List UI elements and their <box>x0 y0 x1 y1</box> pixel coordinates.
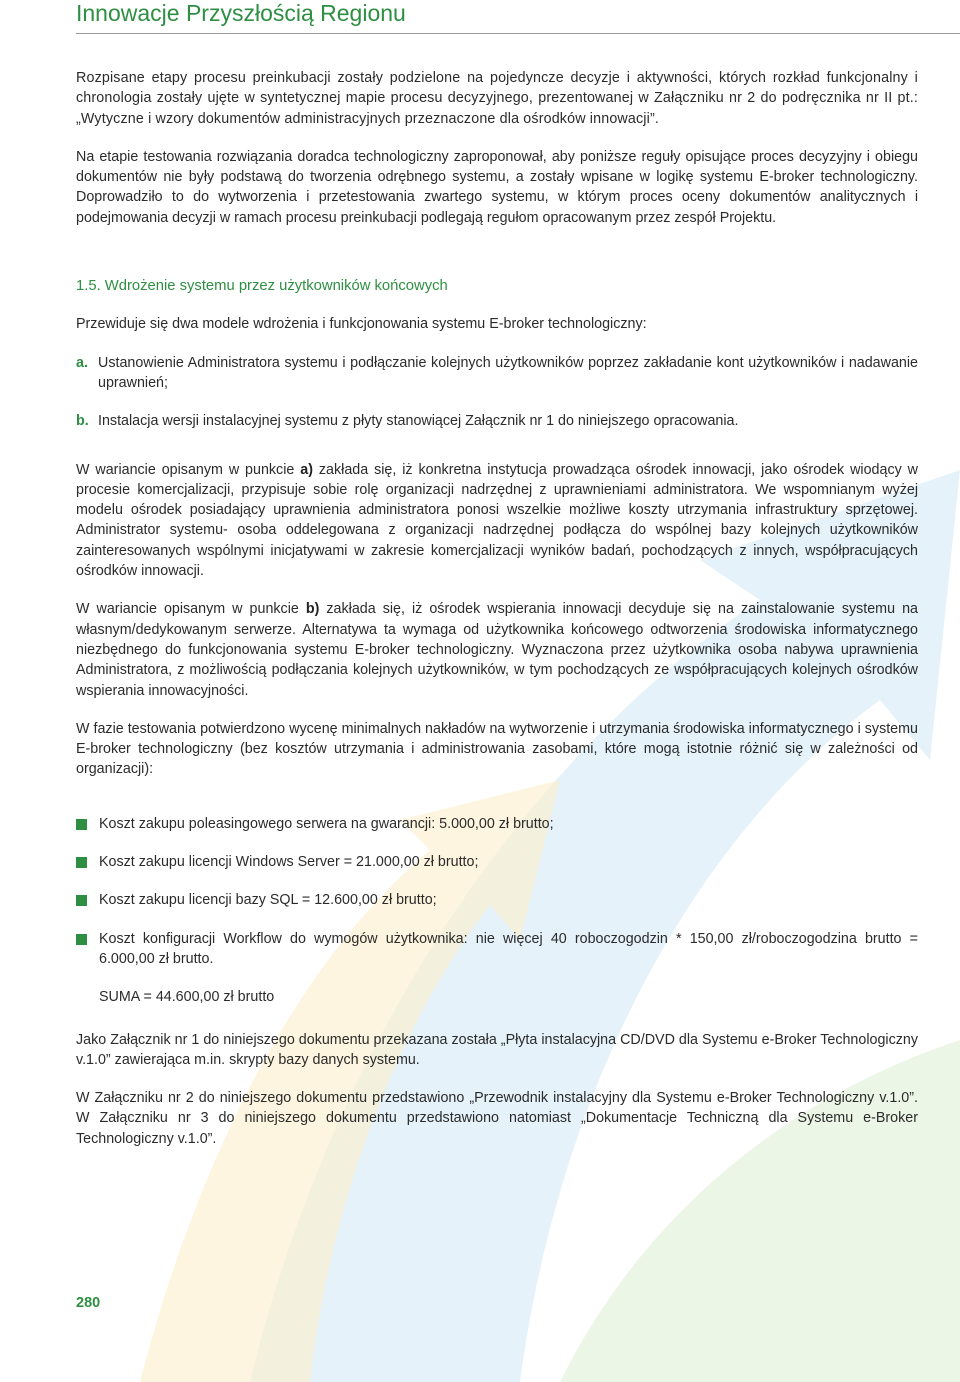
option-a-label: a. <box>76 354 88 371</box>
option-b-text: Instalacja wersji instalacyjnej systemu z płyty stanowiącej Załącznik nr 1 do niniejszego opracowania. <box>98 413 739 430</box>
bullet-square-icon <box>76 934 87 945</box>
section-heading: 1.5. Wdrożenie systemu przez użytkowników końcowych <box>76 278 448 295</box>
sum-value: 44.600,00 zł brutto <box>155 989 275 1006</box>
paragraph-1: Rozpisane etapy procesu preinkubacji zostały podzielone na pojedyncze decyzje i aktywności, których rozkład funkcjonalny i chronologia zostały ujęte w syntetycznej mapie procesu decyzyjnego, prezentowanej w Załączniku nr 2 do podręcznika nr II pt.: „Wytyczne i wzory dokumentów administracyjnych przeznaczone dla ośrodków innowacji”. <box>76 70 918 127</box>
page-number: 280 <box>76 1295 101 1311</box>
cost-item-text: Koszt konfiguracji Workflow do wymogów użytkownika: nie więcej 40 roboczogodzin * 150,00 zł/roboczogodzina brutto = 6.000,00 zł brutto. <box>99 930 918 967</box>
sum-label: SUMA = <box>99 989 156 1006</box>
variant-b-ref: b) <box>305 601 320 618</box>
list-item <box>76 852 918 872</box>
option-a <box>76 353 918 394</box>
paragraph-2: Na etapie testowania rozwiązania doradca technologiczny zaproponował, aby poniższe reguły opisujące proces decyzyjny i obiegu dokumentów nie były podstawą do tworzenia odrębnego systemu, a zostały wpisane w logikę systemu E-broker technologiczny. Doprowadziło to do wytworzenia i przetestowania zwartego systemu, w którym proces oceny dokumentów analitycznych i podejmowania decyzji w ramach procesu preinkubacji podlegają regułom opracowanym przez zespół Projektu. <box>76 148 918 226</box>
bullet-square-icon <box>76 857 87 868</box>
bullet-square-icon <box>76 819 87 830</box>
running-header <box>76 0 960 34</box>
paragraph-costs-intro: W fazie testowania potwierdzono wycenę minimalnych nakładów na wytworzenie i utrzymania środowiska informatycznego i systemu E-broker technologiczny (bez kosztów utrzymania i administrowania zasobami, które mogą istotnie różnić się w zależności od organizacji): <box>76 720 918 778</box>
cost-list <box>76 814 918 969</box>
paragraph-variant-b <box>76 599 918 700</box>
list-item <box>76 890 918 910</box>
variant-a-lead: W wariancie opisanym w punkcie <box>76 461 301 478</box>
bullet-square-icon <box>76 895 87 906</box>
list-item <box>76 929 918 970</box>
list-item <box>76 814 918 834</box>
option-b <box>76 411 918 431</box>
paragraph-variant-a <box>76 460 918 582</box>
option-b-label: b. <box>76 413 89 430</box>
variant-b-body: zakłada się, iż ośrodek wspierania innowacji decyduje się na zainstalowanie systemu na własnym/dedykowanym serwerze. Alternatywa ta wymaga od użytkownika końcowego odtworzenia środowiska informatycznego niezbędnego do funkcjonowania systemu E-broker technologiczny. Wyznaczona przez użytkownika osoba nabywa uprawnienia Administratora, z możliwością podłączania kolejnych użytkowników, w tym pochodzących ze współpracujących kolejnych ośrodków wspierania innowacyjności. <box>76 601 918 699</box>
variant-a-body: zakłada się, iż konkretna instytucja prowadząca ośrodek innowacji, jako ośrodek wiodący w procesie komercjalizacji, przypisuje sobie rolę organizacji nadrzędnej z uprawnieniami administratora. We wspomnianym wyżej modelu ośrodek posiadający uprawnienia administratora ponosi wszelkie możliwe koszty utrzymania infrastruktury sprzętowej. Administrator systemu- osoba oddelegowana z organizacji nadrzędnej podłącza do wspólnej bazy kolejnych użytkowników zainteresowanych wspólnymi inicjatywami w zakresie komercjalizacji wyników badań, pochodzących z innych, współpracujących ośrodków innowacji. <box>76 461 918 580</box>
cost-item-text: Koszt zakupu licencji bazy SQL = 12.600,00 zł brutto; <box>99 892 437 909</box>
cost-item-text: Koszt zakupu poleasingowego serwera na gwarancji: 5.000,00 zł brutto; <box>99 815 554 832</box>
variant-a-ref: a) <box>300 461 313 478</box>
cost-item-text: Koszt zakupu licencji Windows Server = 21.000,00 zł brutto; <box>99 854 479 871</box>
variant-b-lead: W wariancie opisanym w punkcie <box>76 601 306 618</box>
paragraph-attachments-2-3: W Załączniku nr 2 do niniejszego dokumentu przedstawiono „Przewodnik instalacyjny dla Systemu e-Broker Technologiczny v.1.0”. W Załączniku nr 3 do niniejszego dokumentu przedstawiono natomiast „Dokumentacje Techniczną dla Systemu e-Broker Technologiczny v.1.0”. <box>76 1090 918 1147</box>
document-body <box>76 68 918 1149</box>
paragraph-attachment-1: Jako Załącznik nr 1 do niniejszego dokumentu przekazana została „Płyta instalacyjna CD/DVD dla Systemu e-Broker Technologiczny v.1.0” zawierająca m.in. skrypty bazy danych systemu. <box>76 1031 918 1068</box>
intro-paragraph: Przewiduje się dwa modele wdrożenia i funkcjonowania systemu E-broker technologiczny: <box>76 316 647 333</box>
cost-sum <box>99 987 918 1007</box>
option-a-text: Ustanowienie Administratora systemu i podłączanie kolejnych użytkowników poprzez zakładanie kont użytkowników i nadawanie uprawnień; <box>98 354 918 391</box>
header-title: Innowacje Przyszłością Regionu <box>76 0 406 26</box>
